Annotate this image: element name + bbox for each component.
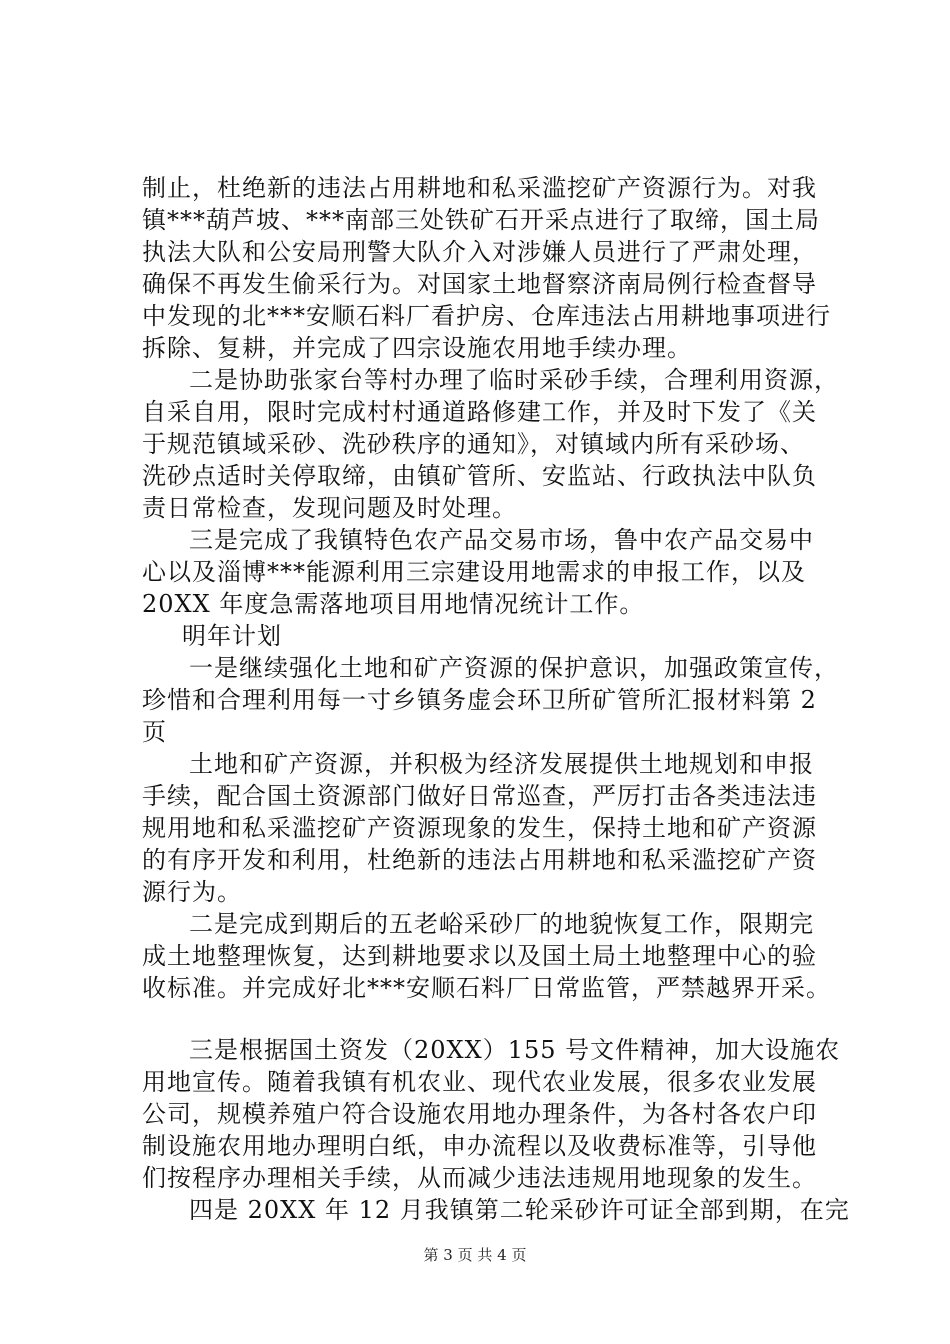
text-line: 的有序开发和利用，杜绝新的违法占用耕地和私采滥挖矿产资	[142, 846, 817, 874]
text-line: 公司，规模养殖户符合设施农用地办理条件，为各村各农户印	[142, 1100, 817, 1128]
text-line: 中发现的北***安顺石料厂看护房、仓库违法占用耕地事项进行	[142, 302, 831, 330]
text-line: 手续，配合国土资源部门做好日常巡查，严厉打击各类违法违	[142, 782, 817, 810]
document-body	[142, 172, 850, 1226]
text-line: 二是完成到期后的五老峪采砂厂的地貌恢复工作，限期完	[189, 910, 814, 938]
section-heading: 明年计划	[182, 622, 282, 650]
text-line: 执法大队和公安局刑警大队介入对涉嫌人员进行了严肃处理，	[142, 238, 817, 266]
text-line: 洗砂点适时关停取缔，由镇矿管所、安监站、行政执法中队负	[142, 462, 817, 490]
text-line: 二是协助张家台等村办理了临时采砂手续，合理利用资源，	[189, 366, 839, 394]
text-line: 三是完成了我镇特色农产品交易市场，鲁中农产品交易中	[189, 526, 814, 554]
text-line: 规用地和私采滥挖矿产资源现象的发生，保持土地和矿产资源	[142, 814, 817, 842]
text-line: 制止，杜绝新的违法占用耕地和私采滥挖矿产资源行为。对我	[142, 174, 817, 202]
text-line: 三是根据国土资发（20XX）155 号文件精神，加大设施农	[189, 1036, 841, 1064]
page-footer: 第 3 页 共 4 页	[423, 1246, 527, 1264]
text-line: 收标准。并完成好北***安顺石料厂日常监管，严禁越界开采。	[142, 974, 831, 1002]
text-line: 于规范镇域采砂、洗砂秩序的通知》，对镇域内所有采砂场、	[142, 430, 805, 458]
text-line: 成土地整理恢复，达到耕地要求以及国土局土地整理中心的验	[142, 942, 817, 970]
text-line: 责日常检查，发现问题及时处理。	[142, 494, 517, 522]
text-line: 们按程序办理相关手续，从而减少违法违规用地现象的发生。	[142, 1164, 817, 1192]
text-line: 镇***葫芦坡、***南部三处铁矿石开采点进行了取缔，国土局	[142, 206, 820, 234]
text-line: 土地和矿产资源，并积极为经济发展提供土地规划和申报	[189, 750, 814, 778]
text-line: 四是 20XX 年 12 月我镇第二轮采砂许可证全部到期，在完	[189, 1196, 850, 1224]
paragraph-gap	[142, 1004, 837, 1034]
text-line: 源行为。	[142, 878, 242, 906]
text-line: 确保不再发生偷采行为。对国家土地督察济南局例行检查督导	[142, 270, 817, 298]
text-line: 一是继续强化土地和矿产资源的保护意识，加强政策宣传，	[189, 654, 839, 682]
text-line: 用地宣传。随着我镇有机农业、现代农业发展，很多农业发展	[142, 1068, 817, 1096]
text-line: 制设施农用地办理明白纸，申办流程以及收费标准等，引导他	[142, 1132, 817, 1160]
text-line: 心以及淄博***能源利用三宗建设用地需求的申报工作，以及	[142, 558, 806, 586]
text-line: 珍惜和合理利用每一寸乡镇务虚会环卫所矿管所汇报材料第 2	[142, 686, 817, 714]
text-line: 拆除、复耕，并完成了四宗设施农用地手续办理。	[142, 334, 692, 362]
text-line: 20XX 年度急需落地项目用地情况统计工作。	[142, 590, 645, 618]
text-line: 自采自用，限时完成村村通道路修建工作，并及时下发了《关	[142, 398, 817, 426]
text-line: 页	[142, 718, 167, 746]
